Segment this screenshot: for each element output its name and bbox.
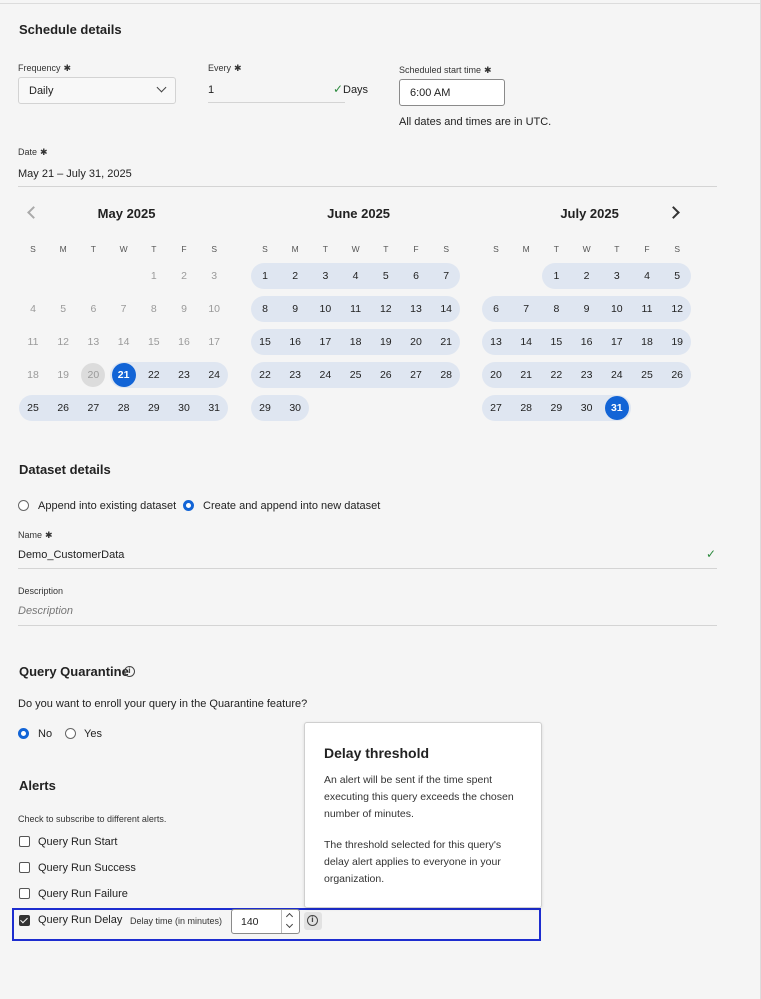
frequency-dropdown[interactable] [18,77,176,104]
calendar-day[interactable]: 9 [583,303,590,315]
weekday-label: W [351,244,360,254]
calendar-day[interactable]: 13 [410,303,422,315]
calendar-day[interactable]: 25 [349,369,362,381]
calendar-day[interactable]: 14 [117,336,130,348]
timezone-note: All dates and times are in UTC. [399,116,552,128]
calendar-day[interactable]: 19 [57,369,70,381]
delay-info-button[interactable] [304,912,322,930]
calendar-day[interactable]: 31 [208,402,221,414]
calendar-day[interactable]: 1 [262,270,268,282]
calendar-day[interactable]: 16 [580,336,593,348]
calendar-day[interactable]: 26 [57,402,70,414]
calendar-day[interactable]: 14 [520,336,533,348]
calendar-day[interactable]: 15 [147,336,160,348]
calendar-day[interactable]: 25 [641,369,653,381]
weekday-label: F [644,244,650,254]
frequency-label: Frequency ✱ [18,63,72,73]
quarantine-question: Do you want to enroll your query in the Quarantine feature? [18,698,308,710]
weekday-label: T [322,244,328,254]
calendar-day[interactable]: 5 [674,270,681,282]
weekday-label: M [522,244,530,254]
calendar-day[interactable]: 17 [319,336,332,348]
calendar-day[interactable]: 29 [147,402,160,414]
date-label: Date ✱ [18,147,48,157]
calendar-day[interactable]: 22 [550,369,563,381]
month-title: June 2025 [327,206,391,221]
weekday-label: M [59,244,67,254]
weekday-label: T [90,244,96,254]
calendar-day[interactable]: 7 [443,270,450,282]
calendar-day[interactable]: 20 [410,336,422,348]
weekday-label: W [582,244,591,254]
date-underline [18,186,717,187]
month-title: July 2025 [560,206,619,221]
calendar-day[interactable]: 9 [292,303,299,315]
tooltip-paragraph-2: The threshold selected for this query's delay alert applies to everyone in your organization. [324,839,502,885]
calendar-day[interactable]: 6 [90,303,97,315]
calendar-day[interactable]: 3 [211,270,218,282]
dataset-section-title: Dataset details [19,462,111,477]
calendar-day[interactable]: 28 [520,402,533,414]
calendar-day[interactable]: 17 [610,336,623,348]
top-divider [0,3,761,4]
calendar-day[interactable]: 24 [610,369,623,381]
calendar-day[interactable]: 7 [120,303,127,315]
calendar-day[interactable]: 27 [490,402,502,414]
info-icon: i [307,915,318,926]
radio-append-existing[interactable] [18,500,29,511]
calendar-day[interactable]: 30 [289,402,302,414]
calendar-day[interactable]: 10 [208,303,221,315]
alerts-section-title: Alerts [19,778,56,793]
calendar-day[interactable]: 16 [289,336,302,348]
calendar-day[interactable]: 5 [60,303,67,315]
calendar-day[interactable]: 22 [259,369,271,381]
alert-run-start-label: Query Run Start [38,836,118,848]
calendar-day[interactable]: 1 [553,270,560,282]
every-label: Every ✱ [208,63,242,73]
calendar-day[interactable]: 4 [644,270,650,282]
calendar-day[interactable]: 3 [613,270,620,282]
description-input[interactable]: Description [18,605,74,617]
start-time-label: Scheduled start time ✱ [399,65,492,75]
calendar-day[interactable]: 30 [178,402,190,414]
quarantine-no-label: No [38,728,53,740]
calendar-day[interactable]: 10 [319,303,332,315]
calendar-day[interactable]: 16 [178,336,190,348]
calendar-day[interactable]: 23 [580,369,593,381]
weekday-label: S [30,244,36,254]
calendar-day[interactable]: 15 [259,336,271,348]
calendar-day[interactable]: 8 [262,303,268,315]
start-time-value: 6:00 AM [410,87,451,99]
quarantine-section-title: Query Quarantine [19,664,129,679]
weekday-label: T [614,244,620,254]
calendar-day[interactable]: 21 [440,336,453,348]
weekday-label: S [493,244,499,254]
calendar-day[interactable]: 12 [379,303,392,315]
dataset-name-input[interactable]: Demo_CustomerData [18,549,125,561]
calendar-day[interactable]: 25 [27,402,39,414]
delay-threshold-tooltip [304,722,542,908]
weekday-label: W [119,244,128,254]
calendar-day[interactable]: 29 [550,402,563,414]
alert-run-success-label: Query Run Success [38,862,136,874]
delay-stepper[interactable] [281,910,299,933]
calendar-day[interactable]: 19 [379,336,392,348]
calendar-day[interactable]: 6 [493,303,499,315]
calendar-day[interactable]: 23 [289,369,302,381]
radio-quarantine-no[interactable] [18,728,29,739]
calendar-day[interactable]: 22 [147,369,160,381]
calendar-day[interactable]: 11 [641,303,653,315]
calendar-day[interactable]: 27 [410,369,422,381]
every-underline [208,102,345,103]
calendar-day[interactable]: 2 [181,270,187,282]
calendar-day[interactable]: 2 [583,270,590,282]
calendar-day[interactable]: 7 [523,303,530,315]
start-time-field[interactable] [399,79,505,106]
weekday-label: S [443,244,450,254]
calendar-day[interactable]: 21 [520,369,533,381]
calendar-day[interactable]: 9 [181,303,187,315]
tooltip-paragraph-1: An alert will be sent if the time spent executing this query exceeds the chosen number of minutes. [324,774,514,820]
calendar-day[interactable]: 17 [208,336,221,348]
valid-check-icon: ✓ [333,82,344,96]
create-new-label: Create and append into new dataset [203,500,381,512]
calendar-day[interactable]: 24 [208,369,221,381]
calendar-day[interactable]: 8 [150,303,157,315]
chevron-down-icon[interactable] [286,921,293,928]
checkbox-run-delay[interactable] [19,915,30,926]
date-range-field[interactable]: May 21 – July 31, 2025 [18,168,132,180]
schedule-section-title: Schedule details [19,22,122,37]
delay-time-label: Delay time (in minutes) [130,916,223,926]
calendar-day[interactable]: 21 [112,363,136,387]
radio-create-new[interactable] [183,500,194,511]
calendar-day[interactable]: 19 [671,336,684,348]
checkbox-run-start[interactable] [19,836,30,847]
weekday-label: T [383,244,389,254]
calendar-day[interactable]: 24 [319,369,332,381]
alert-run-failure-label: Query Run Failure [38,888,128,900]
calendar-day[interactable]: 12 [57,336,70,348]
weekday-label: S [262,244,268,254]
alert-run-delay-label: Query Run Delay [38,914,123,926]
calendar-day[interactable]: 26 [671,369,684,381]
frequency-value: Daily [29,85,54,97]
weekday-label: T [151,244,157,254]
quarantine-info-icon[interactable]: i [124,666,135,677]
weekday-label: F [181,244,187,254]
calendar-day[interactable]: 2 [292,270,299,282]
calendar-day[interactable]: 11 [27,336,39,348]
calendar-day[interactable]: 27 [87,402,100,414]
every-unit: Days [343,84,369,96]
checkbox-run-success[interactable] [19,862,30,873]
name-underline [18,568,717,569]
calendar-day[interactable]: 18 [641,336,653,348]
delay-time-input[interactable] [231,909,300,934]
checkbox-run-failure[interactable] [19,888,30,899]
weekday-label: S [211,244,218,254]
calendar-day[interactable]: 18 [27,369,39,381]
weekday-label: F [413,244,419,254]
calendar-day[interactable]: 1 [150,270,157,282]
calendar-day[interactable]: 14 [440,303,453,315]
radio-quarantine-yes[interactable] [65,728,76,739]
calendar-day[interactable]: 11 [350,303,362,315]
calendar-day[interactable]: 12 [671,303,684,315]
calendar-day[interactable]: 20 [490,369,502,381]
chevron-down-icon [157,83,167,93]
calendar-day[interactable]: 28 [440,369,453,381]
calendar-day[interactable]: 8 [553,303,560,315]
calendar-day[interactable]: 6 [413,270,419,282]
calendar-day[interactable]: 5 [382,270,389,282]
weekday-label: T [553,244,559,254]
calendar-day[interactable]: 3 [322,270,329,282]
weekday-label: S [674,244,681,254]
calendar-day[interactable]: 18 [349,336,362,348]
month-title: May 2025 [97,206,156,221]
calendar-day[interactable]: 13 [490,336,502,348]
tooltip-title: Delay threshold [324,745,430,761]
alerts-hint: Check to subscribe to different alerts. [18,814,167,824]
calendar-day[interactable]: 29 [259,402,271,414]
name-valid-check-icon: ✓ [706,547,717,561]
name-label: Name ✱ [18,530,53,540]
calendar-day[interactable]: 10 [610,303,623,315]
calendar-day[interactable]: 4 [30,303,36,315]
calendar-day[interactable]: 4 [352,270,359,282]
calendar-day[interactable]: 30 [580,402,593,414]
calendar-day[interactable]: 20 [81,363,105,387]
delay-time-value: 140 [241,916,259,928]
description-underline [18,625,717,626]
append-existing-label: Append into existing dataset [38,500,177,512]
calendar-day[interactable]: 28 [117,402,130,414]
weekday-label: M [291,244,299,254]
every-input[interactable]: 1 [208,84,215,96]
calendar-day[interactable]: 15 [550,336,563,348]
calendar-day[interactable]: 13 [87,336,100,348]
quarantine-yes-label: Yes [84,728,102,740]
calendar-day[interactable]: 26 [379,369,392,381]
calendar-day[interactable]: 31 [605,396,629,420]
calendar-day[interactable]: 23 [178,369,190,381]
chevron-up-icon[interactable] [286,913,293,920]
description-label: Description [18,586,64,596]
